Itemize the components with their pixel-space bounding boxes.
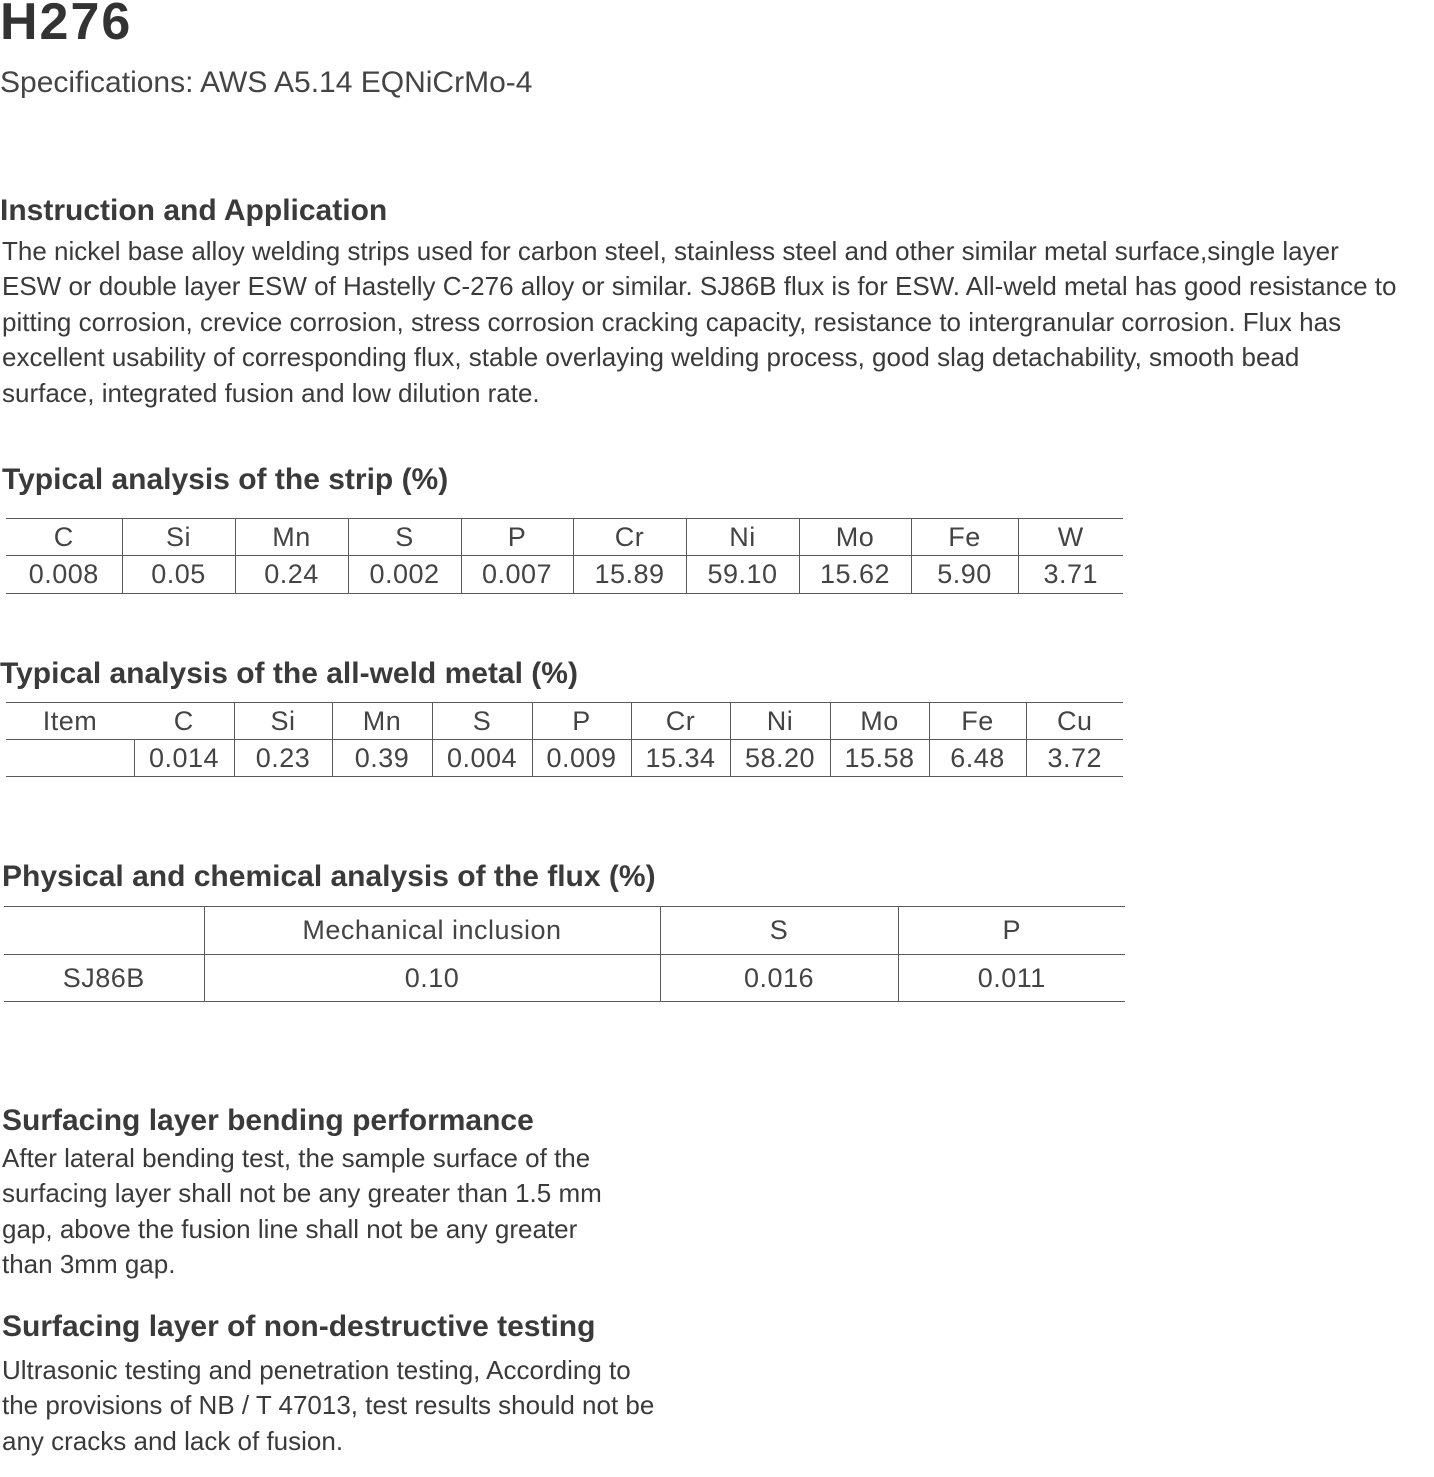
strip-header-cell: S <box>348 519 461 556</box>
instruction-line: ESW or double layer ESW of Hastelly C-276 alloy or similar. SJ86B flux is for ESW. All-weld metal has good resistance to <box>2 271 1397 302</box>
weld-header-cell: C <box>134 703 234 740</box>
flux-value-row <box>4 955 1125 1002</box>
ndt-line: any cracks and lack of fusion. <box>2 1425 344 1456</box>
ndt-line: Ultrasonic testing and penetration testing, According to <box>2 1355 631 1385</box>
weld-header-row <box>6 703 1123 740</box>
weld-header-cell: Mo <box>830 703 929 740</box>
strip-value-cell: 0.007 <box>461 556 573 594</box>
weld-header-cell: Ni <box>730 703 830 740</box>
weld-value-cell: 3.72 <box>1026 740 1123 777</box>
strip-value-cell: 0.24 <box>235 556 348 594</box>
weld-value-cell: 58.20 <box>730 740 830 777</box>
flux-header-cell: S <box>660 907 898 955</box>
strip-value-cell: 3.71 <box>1018 556 1123 594</box>
product-title: H276 <box>0 0 133 51</box>
weld-value-cell <box>6 740 134 777</box>
strip-value-cell: 0.002 <box>348 556 461 594</box>
bending-line: than 3mm gap. <box>2 1249 176 1280</box>
weld-value-cell: 0.009 <box>532 740 631 777</box>
flux-value-cell: SJ86B <box>4 955 204 1002</box>
weld-header-cell: Fe <box>929 703 1026 740</box>
weld-value-cell: 0.23 <box>234 740 332 777</box>
strip-heading: Typical analysis of the strip (%) <box>2 463 449 496</box>
strip-header-cell: P <box>461 519 573 556</box>
weld-value-cell: 15.34 <box>631 740 730 777</box>
instruction-paragraph <box>2 234 1396 411</box>
bending-line: surfacing layer shall not be any greater than 1.5 mm <box>2 1178 602 1209</box>
flux-header-cell <box>4 907 204 955</box>
flux-table <box>4 906 1125 1002</box>
weld-header-cell: P <box>532 703 631 740</box>
weld-header-cell: Mn <box>332 703 432 740</box>
instruction-line: excellent usability of corresponding flux, stable overlaying welding process, good slag detachability, smooth bead <box>2 342 1300 373</box>
bending-heading: Surfacing layer bending performance <box>2 1104 534 1137</box>
weld-value-cell: 0.004 <box>432 740 532 777</box>
instruction-heading: Instruction and Application <box>0 194 388 227</box>
instruction-line: pitting corrosion, crevice corrosion, stress corrosion cracking capacity, resistance to intergranular corrosion. Flux has <box>2 306 1342 337</box>
strip-header-cell: Si <box>122 519 235 556</box>
flux-header-cell: Mechanical inclusion <box>204 907 660 955</box>
strip-header-cell: Mo <box>799 519 911 556</box>
strip-value-cell: 15.89 <box>573 556 686 594</box>
bending-line: After lateral bending test, the sample surface of the <box>2 1143 591 1173</box>
weld-header-cell: S <box>432 703 532 740</box>
weld-table <box>6 702 1123 777</box>
weld-header-cell: Cu <box>1026 703 1123 740</box>
strip-value-cell: 59.10 <box>686 556 799 594</box>
ndt-heading: Surfacing layer of non-destructive testing <box>2 1310 596 1343</box>
weld-value-cell: 0.39 <box>332 740 432 777</box>
flux-value-cell: 0.10 <box>204 955 660 1002</box>
strip-value-cell: 5.90 <box>911 556 1018 594</box>
instruction-line: The nickel base alloy welding strips used for carbon steel, stainless steel and other similar metal surface,single layer <box>2 236 1339 266</box>
instruction-line: surface, integrated fusion and low dilution rate. <box>2 377 540 408</box>
strip-header-row <box>6 519 1123 556</box>
weld-heading: Typical analysis of the all-weld metal (%) <box>0 657 578 690</box>
ndt-paragraph <box>2 1353 654 1459</box>
weld-header-cell: Cr <box>631 703 730 740</box>
strip-table <box>6 518 1123 594</box>
weld-value-cell: 6.48 <box>929 740 1026 777</box>
strip-header-cell: W <box>1018 519 1123 556</box>
ndt-line: the provisions of NB / T 47013, test results should not be <box>2 1390 655 1421</box>
flux-value-cell: 0.016 <box>660 955 898 1002</box>
flux-header-row <box>4 907 1125 955</box>
bending-line: gap, above the fusion line shall not be any greater <box>2 1213 578 1244</box>
strip-header-cell: Ni <box>686 519 799 556</box>
strip-value-row <box>6 556 1123 594</box>
flux-header-cell: P <box>898 907 1125 955</box>
weld-value-cell: 15.58 <box>830 740 929 777</box>
strip-value-cell: 15.62 <box>799 556 911 594</box>
weld-value-cell: 0.014 <box>134 740 234 777</box>
flux-heading: Physical and chemical analysis of the flux (%) <box>2 860 656 893</box>
weld-value-row <box>6 740 1123 777</box>
strip-value-cell: 0.05 <box>122 556 235 594</box>
strip-header-cell: Mn <box>235 519 348 556</box>
specifications: Specifications: AWS A5.14 EQNiCrMo-4 <box>0 66 533 99</box>
bending-paragraph <box>2 1141 602 1283</box>
weld-header-cell: Item <box>6 703 134 740</box>
strip-header-cell: Fe <box>911 519 1018 556</box>
strip-header-cell: C <box>6 519 122 556</box>
flux-value-cell: 0.011 <box>898 955 1125 1002</box>
strip-header-cell: Cr <box>573 519 686 556</box>
weld-header-cell: Si <box>234 703 332 740</box>
strip-value-cell: 0.008 <box>6 556 122 594</box>
